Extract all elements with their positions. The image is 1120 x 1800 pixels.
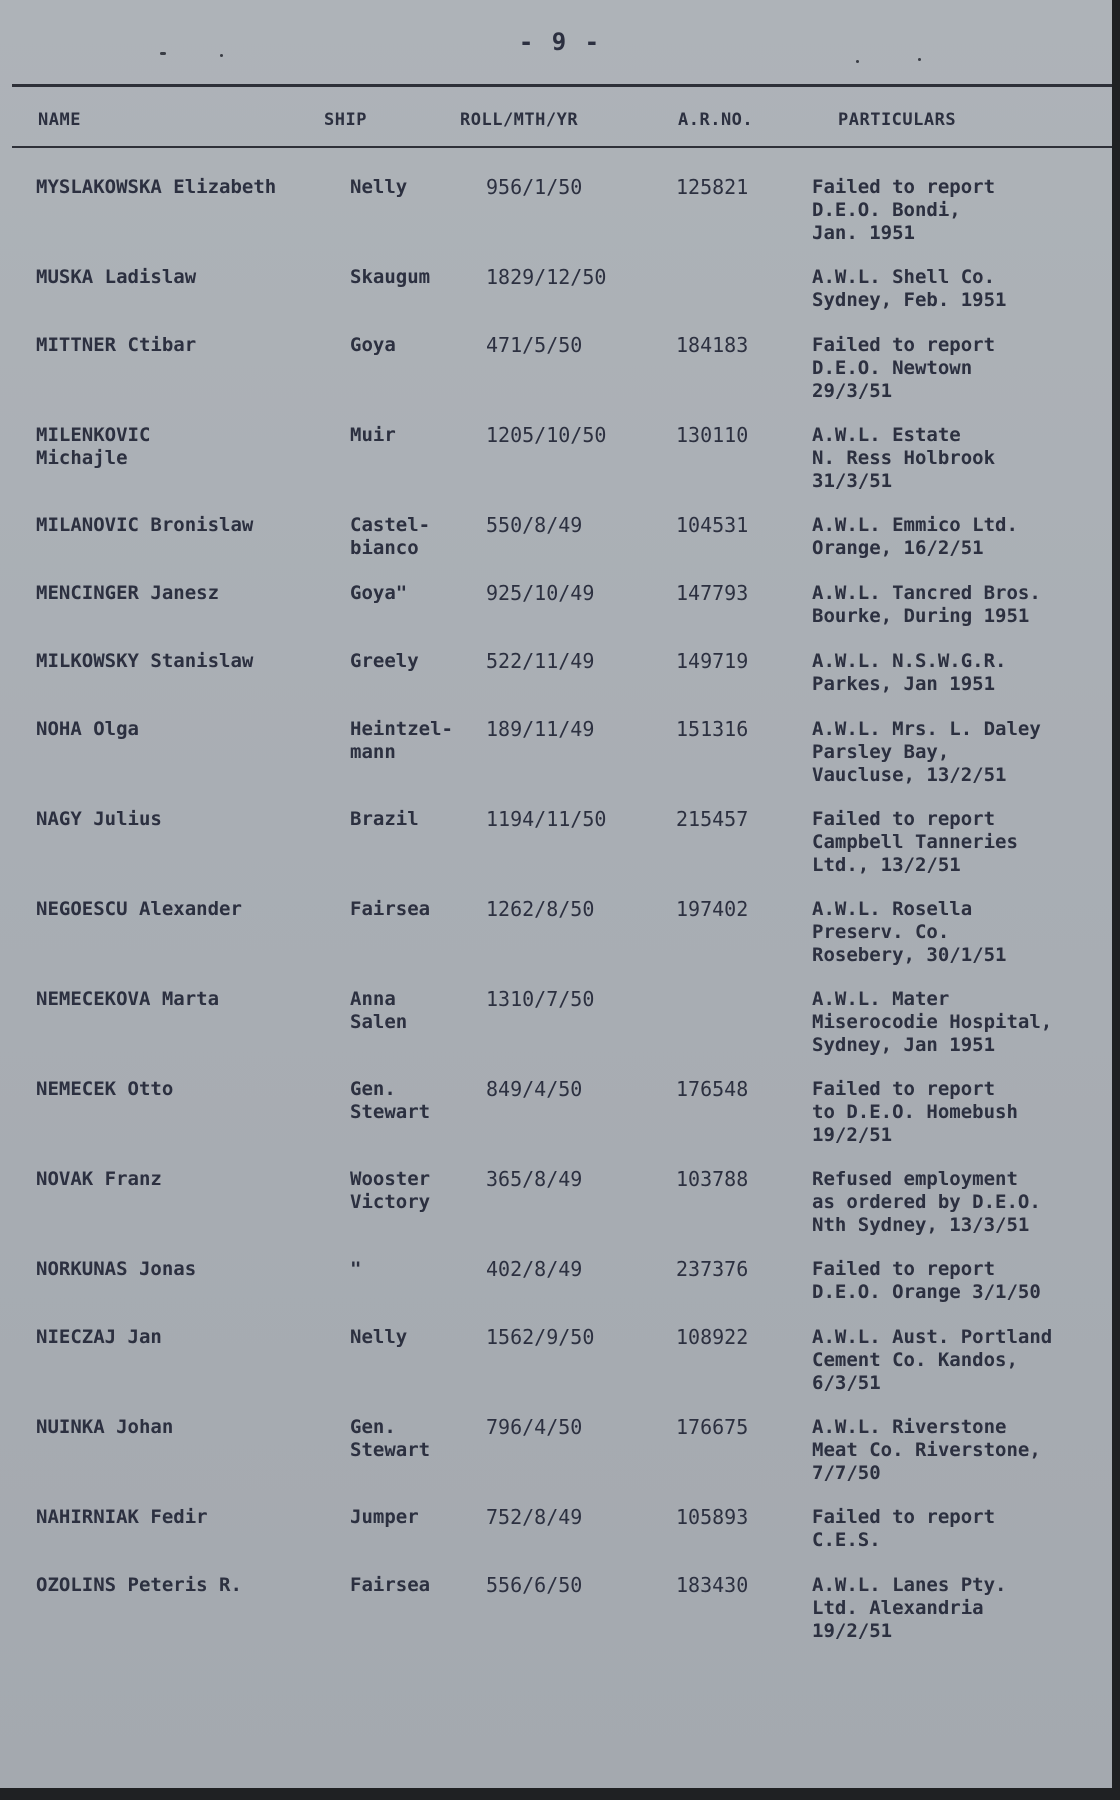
- header-ship: SHIP: [324, 110, 367, 130]
- record-particulars: Refused employment as ordered by D.E.O. Nth Sydney, 13/3/51: [812, 1168, 1041, 1236]
- record-name: NIECZAJ Jan: [36, 1326, 162, 1348]
- record-particulars: A.W.L. Estate N. Ress Holbrook 31/3/51: [812, 424, 996, 492]
- record-name: MILENKOVIC Michajle: [36, 424, 151, 469]
- record-ar-no: 237376: [676, 1257, 749, 1281]
- record-ship: Gen. Stewart: [350, 1078, 431, 1123]
- ink-speck: [918, 58, 921, 61]
- record-particulars: Failed to report C.E.S.: [812, 1506, 996, 1551]
- record-particulars: Failed to report Campbell Tanneries Ltd., 13/2/51: [812, 808, 1018, 876]
- ink-speck: [220, 54, 223, 57]
- record-particulars: A.W.L. Mater Miserocodie Hospital, Sydney, Jan 1951: [812, 988, 1053, 1056]
- record-particulars: Failed to report D.E.O. Orange 3/1/50: [812, 1258, 1041, 1303]
- record-name: MILKOWSKY Stanislaw: [36, 650, 254, 672]
- record-name: NEMECEK Otto: [36, 1078, 174, 1100]
- record-roll: 956/1/50: [486, 175, 583, 199]
- record-ar-no: 105893: [676, 1505, 749, 1529]
- header-roll: ROLL/MTH/YR: [460, 110, 579, 130]
- record-ship: Nelly: [350, 176, 408, 198]
- record-name: OZOLINS Peteris R.: [36, 1574, 242, 1596]
- record-roll: 925/10/49: [486, 581, 595, 605]
- header-bottom-rule: [12, 146, 1112, 148]
- record-roll: 550/8/49: [486, 513, 583, 537]
- record-ar-no: 184183: [676, 333, 749, 357]
- record-ship: Jumper: [350, 1506, 419, 1528]
- record-ar-no: 151316: [676, 717, 749, 741]
- record-roll: 1205/10/50: [486, 423, 607, 447]
- record-ar-no: 147793: [676, 581, 749, 605]
- record-ship: Heintzel- mann: [350, 718, 453, 763]
- record-particulars: Failed to report D.E.O. Newtown 29/3/51: [812, 334, 996, 402]
- record-name: NOVAK Franz: [36, 1168, 162, 1190]
- record-ship: Anna Salen: [350, 988, 408, 1033]
- record-name: NUINKA Johan: [36, 1416, 174, 1438]
- record-roll: 402/8/49: [486, 1257, 583, 1281]
- record-name: MILANOVIC Bronislaw: [36, 514, 254, 536]
- record-ship: ": [350, 1258, 362, 1280]
- record-name: MENCINGER Janesz: [36, 582, 220, 604]
- record-ar-no: 149719: [676, 649, 749, 673]
- record-ar-no: 125821: [676, 175, 749, 199]
- record-name: NAGY Julius: [36, 808, 162, 830]
- record-roll: 752/8/49: [486, 1505, 583, 1529]
- record-roll: 365/8/49: [486, 1167, 583, 1191]
- record-particulars: A.W.L. Rosella Preserv. Co. Rosebery, 30/1/51: [812, 898, 1007, 966]
- record-ship: Muir: [350, 424, 396, 446]
- record-particulars: A.W.L. Riverstone Meat Co. Riverstone, 7/7/50: [812, 1416, 1041, 1484]
- record-name: NAHIRNIAK Fedir: [36, 1506, 208, 1528]
- record-roll: 1829/12/50: [486, 265, 607, 289]
- record-ship: Nelly: [350, 1326, 408, 1348]
- record-ship: Gen. Stewart: [350, 1416, 431, 1461]
- record-ship: Fairsea: [350, 1574, 431, 1596]
- record-name: NEGOESCU Alexander: [36, 898, 242, 920]
- record-roll: 1194/11/50: [486, 807, 607, 831]
- record-particulars: Failed to report to D.E.O. Homebush 19/2/51: [812, 1078, 1018, 1146]
- record-particulars: A.W.L. N.S.W.G.R. Parkes, Jan 1951: [812, 650, 1007, 695]
- record-name: MITTNER Ctibar: [36, 334, 197, 356]
- record-particulars: A.W.L. Mrs. L. Daley Parsley Bay, Vaucluse, 13/2/51: [812, 718, 1041, 786]
- record-ship: Goya: [350, 334, 396, 356]
- ink-speck: [160, 52, 166, 55]
- record-ar-no: 103788: [676, 1167, 749, 1191]
- record-ar-no: 176675: [676, 1415, 749, 1439]
- record-roll: 471/5/50: [486, 333, 583, 357]
- record-ar-no: 183430: [676, 1573, 749, 1597]
- record-name: NORKUNAS Jonas: [36, 1258, 197, 1280]
- record-roll: 1310/7/50: [486, 987, 595, 1011]
- record-roll: 556/6/50: [486, 1573, 583, 1597]
- record-ar-no: 104531: [676, 513, 749, 537]
- record-particulars: A.W.L. Aust. Portland Cement Co. Kandos, 6/3/51: [812, 1326, 1053, 1394]
- header-name: NAME: [38, 110, 81, 130]
- record-ship: Castel- bianco: [350, 514, 431, 559]
- page-number: - 9 -: [518, 28, 602, 56]
- ink-speck: [856, 60, 859, 63]
- record-roll: 522/11/49: [486, 649, 595, 673]
- header-particulars: PARTICULARS: [838, 110, 957, 130]
- record-name: MYSLAKOWSKA Elizabeth: [36, 176, 277, 198]
- record-particulars: Failed to report D.E.O. Bondi, Jan. 1951: [812, 176, 996, 244]
- record-ar-no: 215457: [676, 807, 749, 831]
- record-ship: Brazil: [350, 808, 419, 830]
- record-ar-no: 108922: [676, 1325, 749, 1349]
- record-ship: Wooster Victory: [350, 1168, 431, 1213]
- record-particulars: A.W.L. Lanes Pty. Ltd. Alexandria 19/2/51: [812, 1574, 1007, 1642]
- record-roll: 1562/9/50: [486, 1325, 595, 1349]
- record-name: NOHA Olga: [36, 718, 139, 740]
- record-roll: 1262/8/50: [486, 897, 595, 921]
- record-ship: Skaugum: [350, 266, 431, 288]
- record-name: MUSKA Ladislaw: [36, 266, 197, 288]
- record-roll: 796/4/50: [486, 1415, 583, 1439]
- record-roll: 189/11/49: [486, 717, 595, 741]
- record-name: NEMECEKOVA Marta: [36, 988, 220, 1010]
- record-ar-no: 197402: [676, 897, 749, 921]
- header-top-rule: [12, 84, 1112, 87]
- record-ship: Greely: [350, 650, 419, 672]
- record-particulars: A.W.L. Shell Co. Sydney, Feb. 1951: [812, 266, 1007, 311]
- record-ar-no: 176548: [676, 1077, 749, 1101]
- record-ship: Fairsea: [350, 898, 431, 920]
- record-particulars: A.W.L. Emmico Ltd. Orange, 16/2/51: [812, 514, 1018, 559]
- record-roll: 849/4/50: [486, 1077, 583, 1101]
- record-ship: Goya": [350, 582, 408, 604]
- record-particulars: A.W.L. Tancred Bros. Bourke, During 1951: [812, 582, 1041, 627]
- record-ar-no: 130110: [676, 423, 749, 447]
- header-ar-no: A.R.NO.: [678, 110, 754, 130]
